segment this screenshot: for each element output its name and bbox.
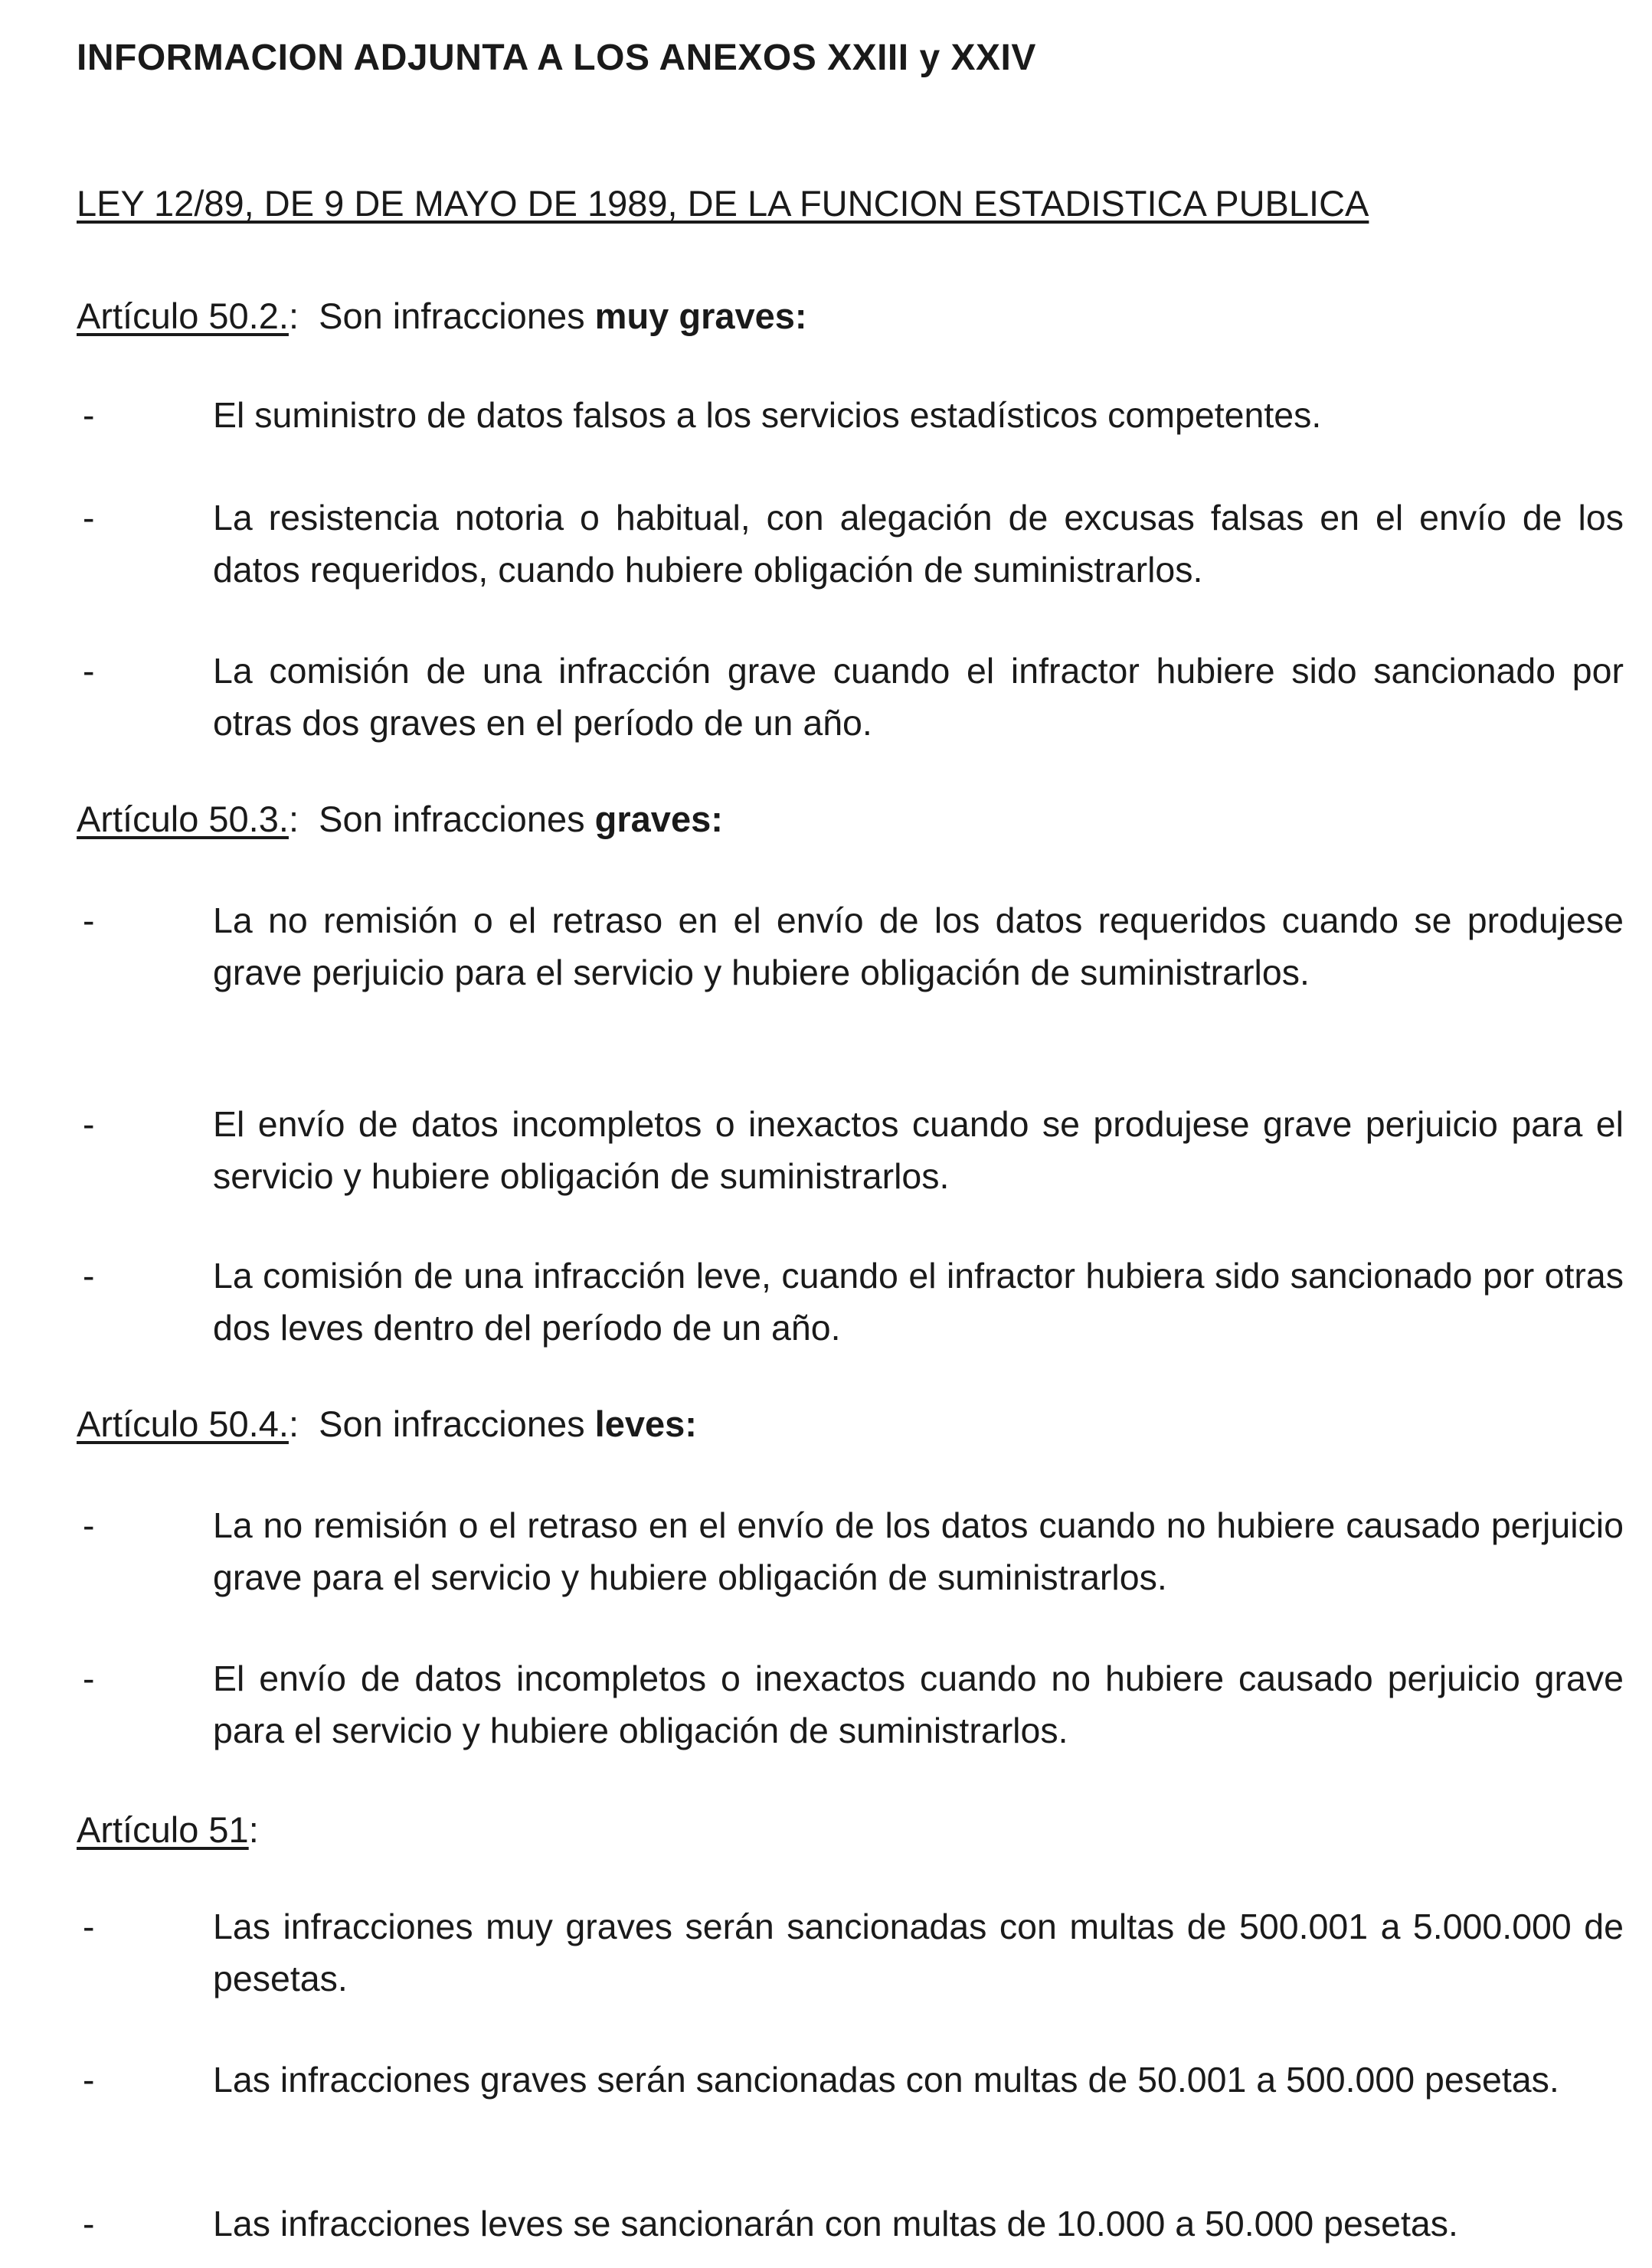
list-dash: - (83, 1907, 95, 1946)
article-intro: Son infracciones (319, 1404, 585, 1444)
list-item-text: La comisión de una infracción grave cuando el infractor hubiere sido sancionado por otras dos graves en el período de un año. (213, 651, 1624, 743)
list-item (77, 2054, 1624, 2106)
list-dash: - (83, 1104, 95, 1144)
list-item (77, 1250, 1624, 1354)
article-50-3-heading (77, 798, 723, 840)
list-item (77, 1652, 1624, 1757)
article-50-4-heading (77, 1403, 697, 1445)
list-dash: - (83, 1659, 95, 1698)
list-item (77, 1900, 1624, 2005)
list-item (77, 2198, 1624, 2250)
list-item-text: El envío de datos incompletos o inexactos cuando se produjese grave perjuicio para el servicio y hubiere obligación de suministrarlos. (213, 1104, 1624, 1196)
list-dash: - (83, 1505, 95, 1545)
list-item (77, 389, 1624, 441)
list-item-text: El envío de datos incompletos o inexactos cuando no hubiere causado perjuicio grave para el servicio y hubiere obligación de suministrarlos. (213, 1659, 1624, 1750)
list-item (77, 1098, 1624, 1202)
article-label: Artículo 50.3. (77, 799, 289, 839)
list-item-text: La no remisión o el retraso en el envío de los datos requeridos cuando se produjese grave perjuicio para el servicio y hubiere obligación de suministrarlos. (213, 900, 1624, 992)
list-item-text: Las infracciones muy graves serán sancionadas con multas de 500.001 a 5.000.000 de pesetas. (213, 1907, 1624, 1998)
list-dash: - (83, 2204, 95, 2243)
article-label: Artículo 50.4. (77, 1404, 289, 1444)
article-label: Artículo 51 (77, 1809, 249, 1850)
article-51-heading (77, 1809, 259, 1851)
list-item (77, 1499, 1624, 1603)
list-dash: - (83, 651, 95, 691)
list-item-text: La resistencia notoria o habitual, con alegación de excusas falsas en el envío de los datos requeridos, cuando hubiere obligación de suministrarlos. (213, 498, 1624, 590)
article-severity: graves: (594, 799, 723, 839)
article-50-2-heading (77, 295, 807, 337)
article-colon: : (288, 296, 299, 336)
article-intro: Son infracciones (319, 296, 585, 336)
list-dash: - (83, 900, 95, 940)
article-intro: Son infracciones (319, 799, 585, 839)
list-item-text: El suministro de datos falsos a los servicios estadísticos competentes. (213, 395, 1322, 435)
list-item (77, 492, 1624, 596)
article-severity: leves: (594, 1404, 697, 1444)
article-label: Artículo 50.2. (77, 296, 289, 336)
article-colon: : (248, 1809, 259, 1850)
article-severity: muy graves: (594, 296, 807, 336)
list-dash: - (83, 2060, 95, 2100)
list-dash: - (83, 1256, 95, 1296)
law-heading: LEY 12/89, DE 9 DE MAYO DE 1989, DE LA FUNCION ESTADISTICA PUBLICA (77, 183, 1369, 224)
article-colon: : (288, 799, 299, 839)
list-dash: - (83, 395, 95, 435)
article-colon: : (288, 1404, 299, 1444)
list-dash: - (83, 498, 95, 538)
list-item-text: Las infracciones leves se sancionarán con multas de 10.000 a 50.000 pesetas. (213, 2204, 1458, 2243)
list-item-text: La no remisión o el retraso en el envío de los datos cuando no hubiere causado perjuicio grave para el servicio y hubiere obligación de suministrarlos. (213, 1505, 1624, 1597)
list-item (77, 645, 1624, 749)
document-title: INFORMACION ADJUNTA A LOS ANEXOS XXIII y XXIV (77, 38, 1036, 78)
list-item-text: La comisión de una infracción leve, cuando el infractor hubiera sido sancionado por otras dos leves dentro del período de un año. (213, 1256, 1624, 1348)
list-item (77, 894, 1624, 998)
list-item-text: Las infracciones graves serán sancionadas con multas de 50.001 a 500.000 pesetas. (213, 2060, 1559, 2100)
